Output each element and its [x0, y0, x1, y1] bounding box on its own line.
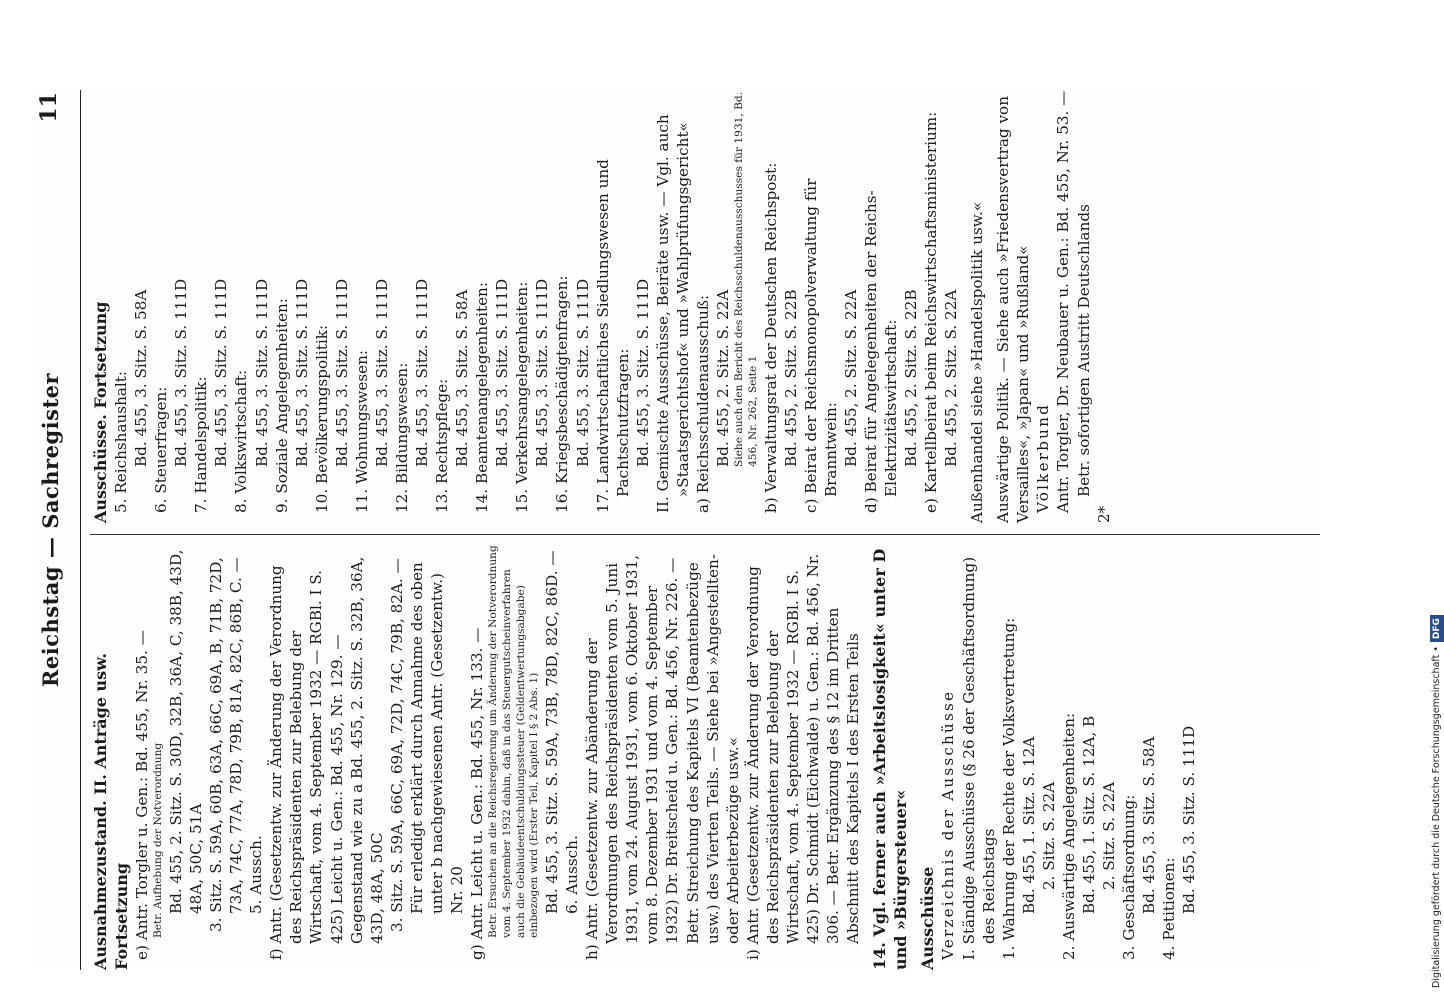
- index-heading: Ausschüsse: [918, 866, 938, 970]
- index-entry: Bd. 455, 2. Sitz. S. 22A: [841, 289, 860, 467]
- index-entry: Antr. Torgler, Dr. Neubauer u. Gen.: Bd. 455, Nr. 53. — Betr. sofortigen Austritt Deutschlands: [1054, 90, 1093, 513]
- rotated-document-page: [30, 90, 1320, 970]
- index-entry: Bd. 455, 2. Sitz. S. 22A: [942, 289, 961, 467]
- index-heading: Ausschüsse. Fortsetzung: [91, 301, 110, 523]
- index-entry: 13. Rechtspflege:: [433, 378, 452, 513]
- right-column: [90, 90, 1114, 523]
- index-entry: 8. Volkswirtschaft:: [232, 369, 251, 513]
- index-entry: Bd. 455, 3. Sitz. S. 111D: [212, 278, 231, 467]
- index-entry: Bd. 455, 1. Sitz. S. 12A: [1019, 736, 1038, 914]
- index-entry: Bd. 455, 3. Sitz. S. 59A, 73B, 78D, 82C, 86D. — 6. Aussch.: [543, 550, 582, 914]
- running-head-title: Reichstag — Sachregister: [38, 372, 63, 688]
- index-entry: Bd. 455, 2. Sitz. S. 30D, 32B, 36A, C, 38B, 43D, 48A, 50C, 51A: [167, 549, 206, 914]
- index-entry: Bd. 455, 3. Sitz. S. 58A: [1140, 736, 1159, 914]
- index-entry: Bd. 455, 3. Sitz. S. 111D: [172, 278, 191, 467]
- index-heading: Ausnahmezustand. II. Anträge usw. Fortsetzung: [91, 653, 132, 970]
- index-entry: d) Beirat für Angelegenheiten der Reichs-Elektrizitätswirtschaft:: [861, 190, 900, 513]
- left-column: [90, 545, 1199, 970]
- index-entry: Bd. 455, 3. Sitz. S. 58A: [453, 289, 472, 467]
- index-entry: 17. Landwirtschaftliches Siedlungswesen und Pachtschutzfragen:: [593, 159, 632, 513]
- index-entry: c) Beirat der Reichsmonopolverwaltung für Branntwein:: [801, 178, 840, 513]
- index-entry: 3. Geschäftsordnung:: [1120, 794, 1138, 960]
- index-entry: 6. Steuerfragen:: [152, 386, 171, 513]
- index-entry: 3. Sitz. S. 59A, 60B, 63A, 66C, 69A, B, 71B, 72D, 73A, 74C, 77A, 78D, 79B, 81A, 82C, 86B, C. — 5. Aussch.: [207, 557, 266, 932]
- digitization-credit: [1418, 8, 1442, 988]
- index-entry: Betr. Ersuchen an die Reichsregierung um Änderung der Notverordnung vom 4. September 1932 dahin, daß in das Steuergutscheinverfahren auch die Gebäudeentschuldungssteuer (Geldentwertungsabgabe) einbezogen wird (Erster Teil, Kapitel I § 2 Abs. 1): [487, 545, 541, 938]
- index-entry: g) Antr. Leicht u. Gen.: Bd. 455, Nr. 133. —: [467, 627, 486, 960]
- index-entry: 16. Kriegsbeschädigtenfragen:: [553, 275, 572, 513]
- index-entry: Bd. 455, 1. Sitz. S. 12A, B: [1079, 715, 1098, 914]
- index-entry: Bd. 455, 3. Sitz. S. 111D: [1180, 725, 1199, 914]
- index-entry: Außenhandel siehe »Handelspolitik usw.«: [968, 201, 987, 523]
- index-entry: 4. Petitionen:: [1160, 857, 1179, 960]
- index-entry: 2. Auswärtige Angelegenheiten:: [1059, 712, 1078, 960]
- index-entry: Bd. 455, 2. Sitz. S. 22B: [902, 289, 921, 467]
- index-entry: Auswärtige Politik. — Siehe auch »Friedensvertrag von Versailles«, »Japan« und »Rußland«: [994, 96, 1033, 523]
- index-entry: e) Antr. Torgler u. Gen.: Bd. 455, Nr. 35. —: [133, 630, 152, 960]
- index-entry: Bd. 455, 3. Sitz. S. 111D: [493, 278, 512, 467]
- index-entry: i) Antr. (Gesetzentw. zur Änderung der Verordnung des Reichspräsidenten zur Belebung der Wirtschaft, vom 4. September 1932 — RGBl. I S. 425) Dr. Schmidt (Eichwalde) u. Gen.: Bd. 456, Nr. 306. — Betr. Ergänzung des § 12 im Dritten Abschnitt des Kapitels I des Ersten Teils: [743, 553, 863, 960]
- two-column-body: [90, 90, 1315, 970]
- index-entry: 9. Soziale Angelegenheiten:: [272, 298, 291, 513]
- index-entry: Bd. 455, 3. Sitz. S. 111D: [332, 278, 351, 467]
- index-entry: 2. Sitz. S. 22A: [1099, 781, 1118, 890]
- dfg-logo: DFG: [1430, 615, 1444, 642]
- running-header: [30, 90, 81, 970]
- index-entry: Bd. 455, 3. Sitz. S. 111D: [533, 278, 552, 467]
- index-entry: 12. Bildungswesen:: [392, 362, 411, 513]
- index-entry: 5. Reichshaushalt:: [112, 370, 131, 513]
- index-entry: 1. Wahrung der Rechte der Volksvertretung:: [999, 617, 1018, 960]
- index-entry: a) Reichsschuldenausschuß:: [693, 294, 712, 513]
- index-entry: 2. Sitz. S. 22A: [1039, 781, 1058, 890]
- index-entry: 7. Handelspolitik:: [192, 376, 211, 513]
- index-entry: Bd. 455, 3. Sitz. S. 111D: [633, 278, 652, 467]
- index-entry: I. Ständige Ausschüsse (§ 26 der Geschäftsordnung) des Reichstags: [959, 556, 998, 960]
- index-entry: Bd. 455, 3. Sitz. S. 111D: [573, 278, 592, 467]
- index-entry: Bd. 455, 2. Sitz. S. 22A: [713, 289, 732, 467]
- index-entry: e) Kartellbeirat beim Reichswirtschaftsministerium:: [922, 111, 941, 513]
- page-number: 11: [36, 92, 62, 123]
- index-entry: Bd. 455, 3. Sitz. S. 111D: [413, 278, 432, 467]
- index-entry: Bd. 455, 2. Sitz. S. 22B: [781, 289, 800, 467]
- index-entry: Siehe auch den Bericht des Reichsschuldenausschusses für 1931, Bd. 456, Nr. 262, Seite 1: [733, 91, 759, 467]
- index-entry: Bd. 455, 3. Sitz. S. 111D: [372, 278, 391, 467]
- column-divider: [90, 534, 1320, 535]
- index-heading: 14. Vgl. ferner auch »Arbeitslosigkeit« unter D und »Bürgersteuer«: [870, 548, 911, 970]
- index-entry: 2*: [1094, 505, 1113, 523]
- index-entry: f) Antr. (Gesetzentw. zur Änderung der Verordnung des Reichspräsidenten zur Belebung der Wirtschaft, vom 4. September 1932 — RGBl. I S. 425) Leicht u. Gen.: Bd. 455, Nr. 129. — Gegenstand wie zu a Bd. 455, 2. Sitz. S. 32B, 36A, 43D, 48A, 50C: [267, 556, 386, 960]
- index-entry: b) Verwaltungsrat der Deutschen Reichspost:: [761, 162, 780, 513]
- index-entry: 14. Beamtenangelegenheiten:: [473, 282, 492, 513]
- index-entry: 11. Wohnungswesen:: [352, 349, 371, 513]
- index-entry: Betr. Aufhebung der Notverordnung: [152, 742, 165, 938]
- index-entry: Völkerbund: [1034, 402, 1053, 513]
- index-entry: 15. Verkehrsangelegenheiten:: [513, 281, 532, 513]
- index-entry: Bd. 455, 3. Sitz. S. 111D: [252, 278, 271, 467]
- index-entry: h) Antr. (Gesetzentw. zur Abänderung der Verordnungen des Reichspräsidenten vom 5. Juni 1931, vom 24. August 1931, vom 6. Oktober 1931, vom 8. Dezember 1931 und vom 4. September 1932) Dr. Breitscheid u. Gen.: Bd. 456, Nr. 226. — Betr. Streichung des Kapitels VI (Beamtenbezüge usw.) des Vierten Teils. — Siehe bei »Angestellten- oder Arbeiterbezüge usw.«: [583, 554, 742, 960]
- credit-text: Digitalisierung gefördert durch die Deutsche Forschungsgemeinschaft •: [1431, 646, 1442, 988]
- index-entry: 3. Sitz. S. 59A, 66C, 69A, 72D, 74C, 79B, 82A. — Für erledigt erklärt durch Annahme des oben unter b nachgewiesenen Antr. (Gesetzentw.) Nr. 20: [387, 558, 466, 932]
- index-entry: II. Gemischte Ausschüsse, Beiräte usw. — Vgl. auch »Staatsgerichtshof« und »Wahlprüfungsgericht«: [653, 114, 692, 513]
- index-entry: Bd. 455, 3. Sitz. S. 58A: [132, 289, 151, 467]
- index-entry: 10. Bevölkerungspolitik:: [312, 324, 331, 513]
- index-entry: Verzeichnis der Ausschüsse: [939, 689, 958, 960]
- index-entry: Bd. 455, 3. Sitz. S. 111D: [292, 278, 311, 467]
